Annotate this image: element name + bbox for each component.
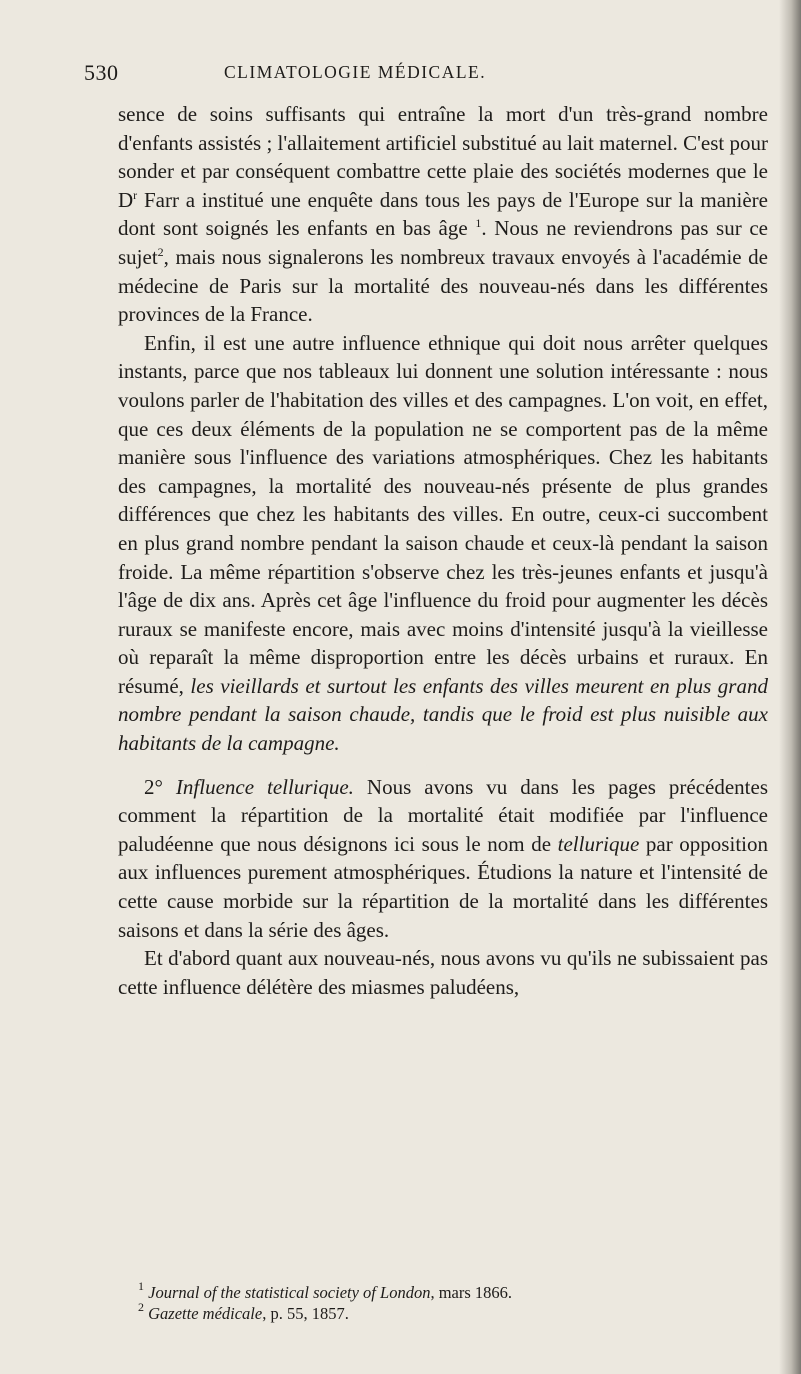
- page-header: [84, 60, 774, 88]
- term-tellurique: tellurique: [557, 831, 640, 856]
- footnote-2: $^2$ Gazette médicale, p. 55, 1857.: [138, 1300, 349, 1323]
- footnote-ref-1: 1: [475, 216, 482, 231]
- section-number: 2°: [144, 774, 163, 799]
- paragraph-2: Enfin, il est une autre influence ethnique qui doit nous arrêter quelques instants, parce que nos tableaux lui donnent une solution intéressante : nous voulons parler de l'habitation des villes et des campagnes. L'on voit, en effet, que ces deux éléments de la population ne se comportent pas de la même manière sous l'influence des variations atmosphériques. Chez les habitants des campagnes, la mortalité des nouveau-nés présente de plus grandes différences que chez les habitants des villes. En outre, ceux-ci succombent en plus grand nombre pendant la saison chaude et ceux-là pendant la saison froide. La même répartition s'observe chez les très-jeunes enfants et jusqu'à l'âge de dix ans. Après cet âge l'influence du froid pour augmenter les décès ruraux se manifeste encore, mais avec moins d'intensité jusqu'à la vieillesse où reparaît la même disproportion entre les décès urbains et ruraux. En résumé, les vieillards et surtout les enfants des villes meurent en plus grand nombre pendant la saison chaude, tandis que le froid est plus nuisible aux habitants de la campagne.: [118, 330, 768, 756]
- paragraph-2-italic-conclusion: les vieillards et surtout les enfants des villes meurent en plus grand nombre pendant la saison chaude, tandis que le froid est plus nuisible aux habitants de la campagne.: [118, 673, 768, 756]
- paragraph-3: 2° Influence tellurique. Nous avons vu dans les pages précédentes comment la répartition de la mortalité était modifiée par l'influence paludéenne que nous désignons ici sous le nom de tellurique par opposition aux influences purement atmosphériques. Étudions la nature et l'intensité de cette cause morbide sur la répartition de la mortalité dans les différentes saisons et dans la série des âges.: [118, 774, 768, 942]
- footnote-ref-2: 2: [157, 244, 164, 259]
- footnote-1: $^1$ Journal of the statistical society of London, mars 1866.: [138, 1279, 513, 1302]
- section-heading: Influence tellurique.: [175, 774, 354, 799]
- superscript-r: r: [133, 187, 138, 202]
- running-title: CLIMATOLOGIE MÉDICALE.: [224, 62, 487, 82]
- page-number: 530: [84, 60, 119, 85]
- paragraph-1: sence de soins suffisants qui entraîne la mort d'un très-grand nombre d'enfants assistés ; l'allaitement artificiel substitué au lait maternel. C'est pour sonder et par conséquent combattre cette plaie des sociétés modernes que le $D^r$ Farr a institué une enquête dans tous les pays de l'Europe sur la manière dont sont soignés les enfants en bas âge $^1$. Nous ne reviendrons pas sur ce sujet$^2$, mais nous signalerons les nombreux travaux envoyés à l'académie de médecine de Paris sur la mortalité des nouveau-nés dans les différentes provinces de la France.: [118, 102, 768, 327]
- page-edge-shadow: [779, 0, 801, 1374]
- footnotes: [118, 1279, 768, 1324]
- section-gap: [118, 758, 768, 773]
- paragraph-4: Et d'abord quant aux nouveau-nés, nous avons vu qu'ils ne subissaient pas cette influence délétère des miasmes paludéens,: [118, 946, 768, 999]
- body-text: [118, 100, 768, 1001]
